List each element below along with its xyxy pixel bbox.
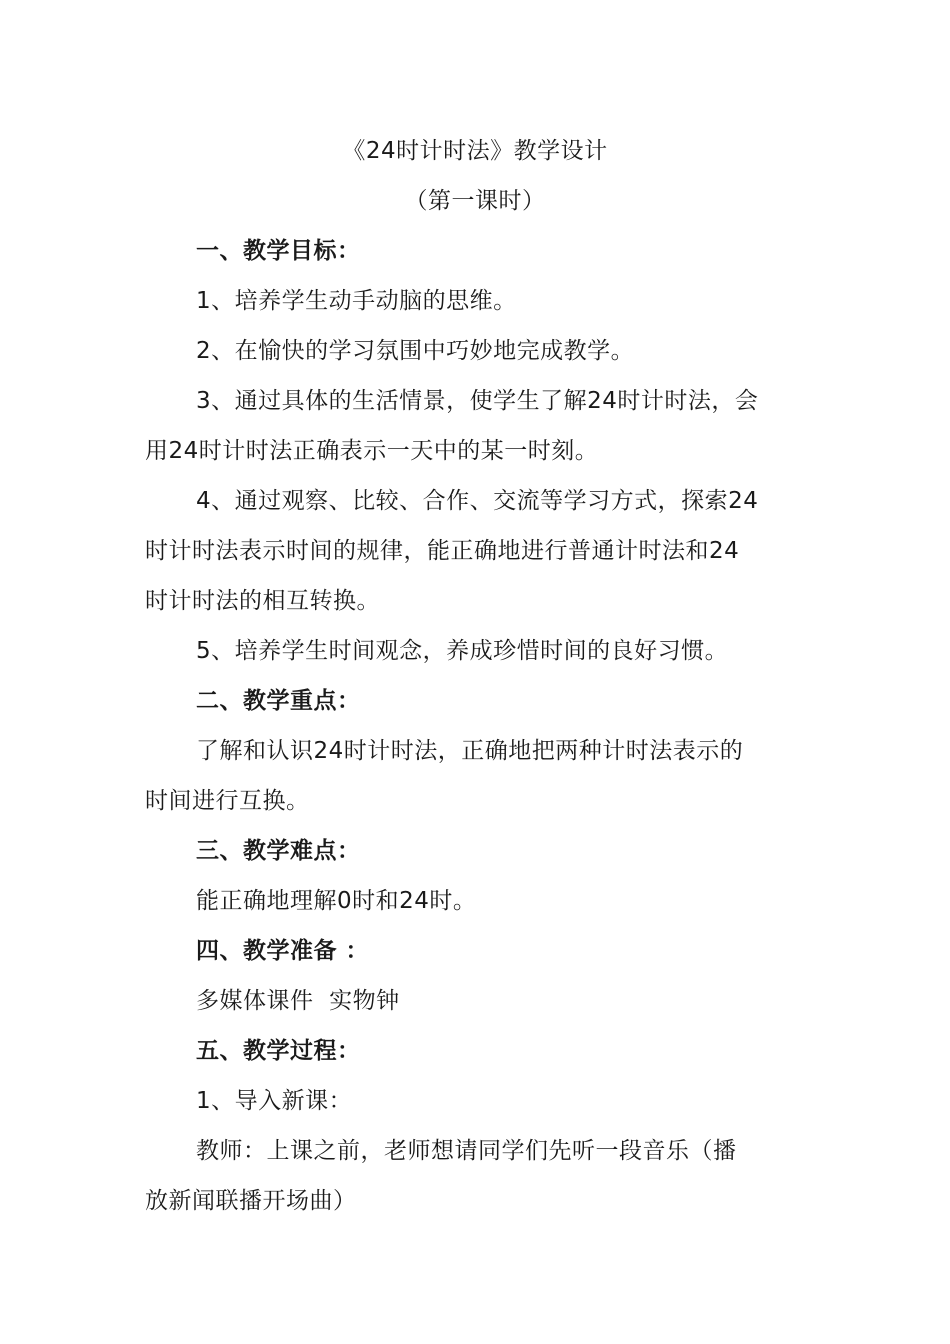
process-step-title: 1、导入新课： xyxy=(196,1088,353,1114)
objective-item-continued: 时计时法表示时间的规律，能正确地进行普通计时法和24 xyxy=(145,538,740,564)
section-heading-process: 五、教学过程： xyxy=(196,1038,361,1064)
section-heading-difficulties: 三、教学难点： xyxy=(196,838,361,864)
document-title: 《24时计时法》教学设计 xyxy=(342,138,608,164)
objective-item-continued: 用24时计时法正确表示一天中的某一时刻。 xyxy=(145,438,599,464)
objective-item: 5、培养学生时间观念，养成珍惜时间的良好习惯。 xyxy=(196,638,729,664)
document-subtitle: （第一课时） xyxy=(404,188,546,214)
objective-item: 2、在愉快的学习氛围中巧妙地完成教学。 xyxy=(196,338,635,364)
preparation-text: 多媒体课件 实物钟 xyxy=(196,988,400,1014)
objective-item: 1、培养学生动手动脑的思维。 xyxy=(196,288,517,314)
objective-item: 4、通过观察、比较、合作、交流等学习方式，探索24 xyxy=(196,488,759,514)
difficulties-text: 能正确地理解0时和24时。 xyxy=(196,888,477,914)
section-heading-objectives: 一、教学目标： xyxy=(196,238,361,264)
section-heading-key-points: 二、教学重点： xyxy=(196,688,361,714)
process-text: 教师：上课之前，老师想请同学们先听一段音乐（播 xyxy=(196,1138,737,1164)
process-text-continued: 放新闻联播开场曲） xyxy=(145,1188,357,1214)
objective-item: 3、通过具体的生活情景，使学生了解24时计时法，会 xyxy=(196,388,759,414)
section-heading-preparation: 四、教学准备 ： xyxy=(196,938,370,964)
objective-item-continued: 时计时法的相互转换。 xyxy=(145,588,380,614)
key-points-text-continued: 时间进行互换。 xyxy=(145,788,310,814)
key-points-text: 了解和认识24时计时法，正确地把两种计时法表示的 xyxy=(196,738,744,764)
